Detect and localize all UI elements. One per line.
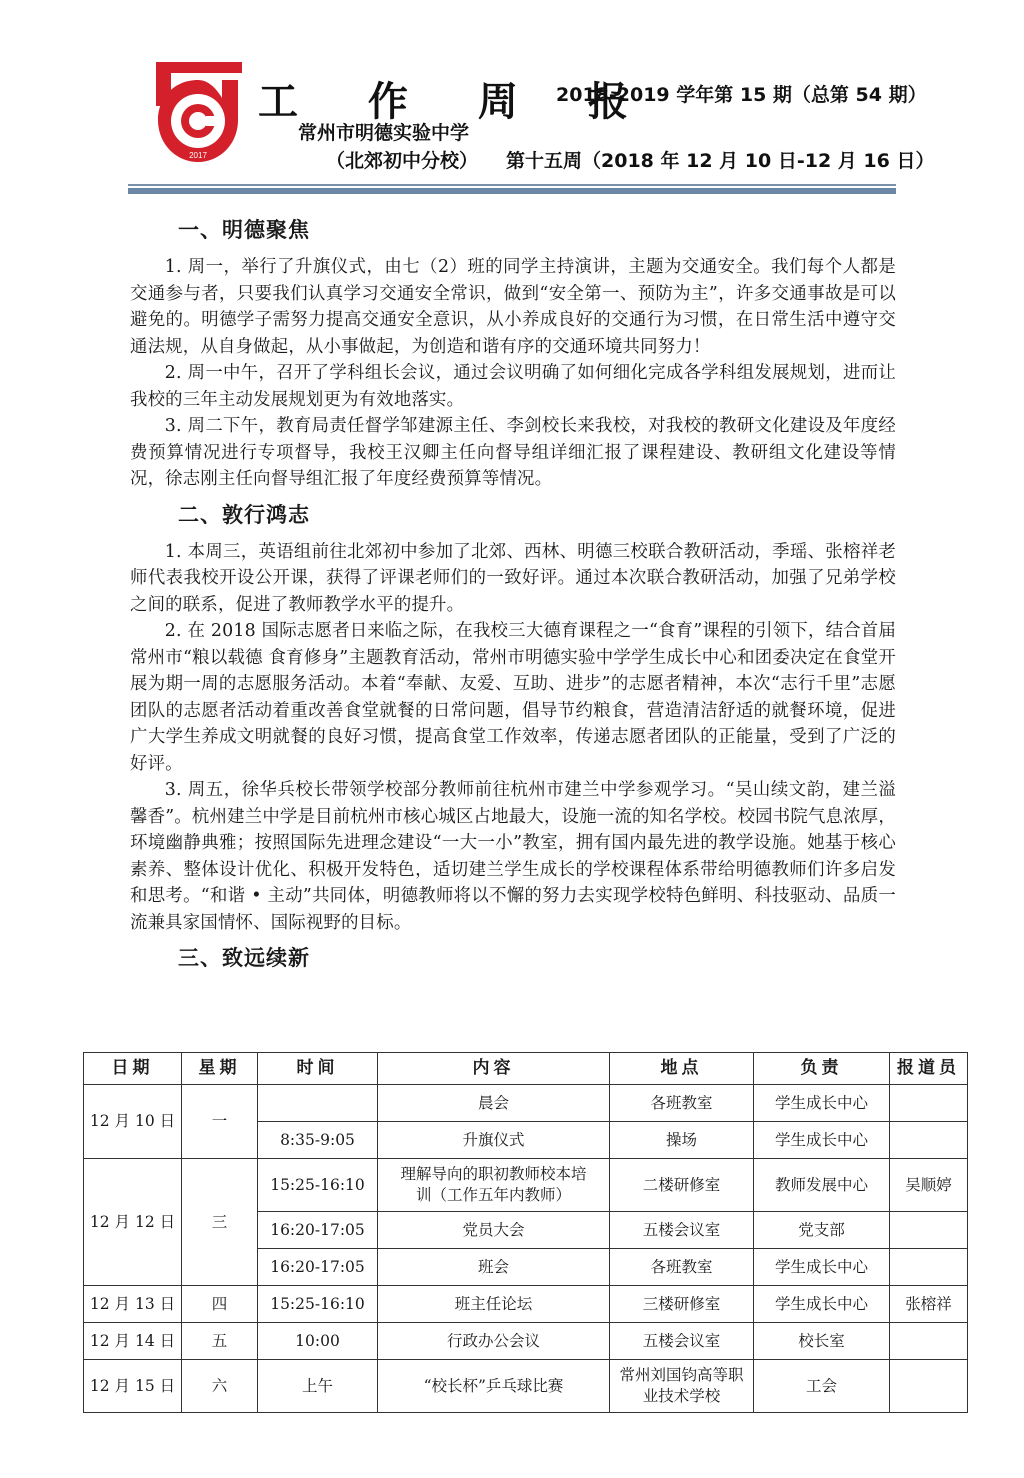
column-header: 负责 [754, 1053, 890, 1085]
table-row [84, 1286, 968, 1323]
paragraph: 2. 在 2018 国际志愿者日来临之际，在我校三大德育课程之一“食育”课程的引领下，结合首届常州市“粮以载德 食育修身”主题教育活动，常州市明德实验中学学生成长中心和团委决定在食堂开展为期一周的志愿服务活动。本着“奉献、友爱、互助、进步”的志愿者精神，本次“志行千里”志愿团队的志愿者活动着重改善食堂就餐的日常问题，倡导节约粮食，营造清洁舒适的就餐环境，促进广大学生养成文明就餐的良好习惯，提高食堂工作效率，传递志愿者团队的正能量，受到了广泛的好评。 [130, 621, 896, 774]
cell-owner: 党支部 [754, 1212, 890, 1249]
cell-reporter [890, 1323, 968, 1360]
cell-place: 常州刘国钧高等职业技术学校 [610, 1360, 754, 1413]
cell-weekday: 五 [182, 1323, 258, 1360]
cell-time [258, 1085, 378, 1122]
cell-place: 操场 [610, 1122, 754, 1159]
cell-weekday: 四 [182, 1286, 258, 1323]
report-title: 工 作 周 报 [258, 79, 656, 125]
column-header: 时间 [258, 1053, 378, 1085]
cell-content: 班主任论坛 [378, 1286, 610, 1323]
cell-place: 五楼会议室 [610, 1323, 754, 1360]
cell-owner: 学生成长中心 [754, 1286, 890, 1323]
section-heading: 二、敦行鸿志 [178, 502, 310, 527]
cell-reporter: 张榕祥 [890, 1286, 968, 1323]
cell-reporter [890, 1085, 968, 1122]
cell-owner: 学生成长中心 [754, 1085, 890, 1122]
cell-reporter [890, 1249, 968, 1286]
cell-date: 12 月 12 日 [84, 1159, 182, 1286]
column-header: 星期 [182, 1053, 258, 1085]
cell-time: 16:20-17:05 [258, 1212, 378, 1249]
section-zhiyuan-xuxin [130, 938, 896, 978]
section-heading: 三、致远续新 [178, 946, 310, 970]
cell-content: 行政办公会议 [378, 1323, 610, 1360]
cell-time: 15:25-16:10 [258, 1159, 378, 1212]
table-header-row [84, 1053, 968, 1085]
cell-place: 三楼研修室 [610, 1286, 754, 1323]
cell-time: 8:35-9:05 [258, 1122, 378, 1159]
cell-reporter [890, 1360, 968, 1413]
cell-owner: 学生成长中心 [754, 1122, 890, 1159]
table-row [84, 1360, 968, 1413]
branch-name: （北郊初中分校） [326, 150, 479, 172]
cell-owner: 校长室 [754, 1323, 890, 1360]
paragraph: 1. 本周三，英语组前往北郊初中参加了北郊、西林、明德三校联合教研活动，季瑶、张榕祥老师代表我校开设公开课，获得了评课老师们的一致好评。通过本次联合教研活动，加强了兄弟学校之间的联系，促进了教师教学水平的提升。 [130, 541, 896, 615]
paragraph: 3. 周五，徐华兵校长带领学校部分教师前往杭州市建兰中学参观学习。“吴山续文韵，建兰溢馨香”。杭州建兰中学是目前杭州市核心城区占地最大，设施一流的知名学校。校园书院气息浓厚，环境幽静典雅；按照国际先进理念建设“一大一小”教室，拥有国内最先进的教学设施。她基于核心素养、整体设计优化、积极开发特色，适切建兰学生成长的学校课程体系带给明德教师们许多启发和思考。“和谐 • 主动”共同体，明德教师将以不懈的努力去实现学校特色鲜明、科技驱动、品质一流兼具家国情怀、国际视野的目标。 [130, 780, 896, 933]
section-dunxing-hongzhi [130, 495, 896, 937]
cell-date: 12 月 13 日 [84, 1286, 182, 1323]
report-body [130, 210, 896, 982]
cell-owner: 教师发展中心 [754, 1159, 890, 1212]
cell-time: 16:20-17:05 [258, 1249, 378, 1286]
header-divider-thin [128, 184, 896, 186]
section-heading: 一、明德聚焦 [178, 218, 310, 242]
column-header: 报道员 [890, 1053, 968, 1085]
issue-number: 2018-2019 学年第 15 期（总第 54 期） [556, 84, 927, 106]
school-name: 常州市明德实验中学 [298, 122, 470, 144]
column-header: 内容 [378, 1053, 610, 1085]
cell-place: 各班教室 [610, 1249, 754, 1286]
cell-place: 二楼研修室 [610, 1159, 754, 1212]
cell-weekday: 六 [182, 1360, 258, 1413]
school-logo-icon [150, 58, 246, 168]
cell-content: 党员大会 [378, 1212, 610, 1249]
cell-date: 12 月 15 日 [84, 1360, 182, 1413]
cell-weekday: 三 [182, 1159, 258, 1286]
cell-time: 上午 [258, 1360, 378, 1413]
cell-weekday: 一 [182, 1085, 258, 1159]
cell-time: 15:25-16:10 [258, 1286, 378, 1323]
schedule-table [83, 1052, 968, 1413]
paragraph: 3. 周二下午，教育局责任督学邹建源主任、李剑校长来我校，对我校的教研文化建设及年度经费预算情况进行专项督导，我校王汉卿主任向督导组详细汇报了课程建设、教研组文化建设等情况，徐志刚主任向督导组汇报了年度经费预算等情况。 [130, 416, 896, 489]
cell-date: 12 月 10 日 [84, 1085, 182, 1159]
section-mingde-focus [130, 210, 896, 493]
table-row [84, 1323, 968, 1360]
paragraph: 1. 周一，举行了升旗仪式，由七（2）班的同学主持演讲，主题为交通安全。我们每个人都是交通参与者，只要我们认真学习交通安全常识，做到“安全第一、预防为主”，许多交通事故是可以避免的。明德学子需努力提高交通安全意识，从小养成良好的交通行为习惯，在日常生活中遵守交通法规，从自身做起，从小事做起，为创造和谐有序的交通环境共同努力！ [130, 257, 896, 357]
cell-content: 升旗仪式 [378, 1122, 610, 1159]
cell-content: 晨会 [378, 1085, 610, 1122]
cell-owner: 学生成长中心 [754, 1249, 890, 1286]
cell-content: “校长杯”乒乓球比赛 [378, 1360, 610, 1413]
cell-time: 10:00 [258, 1323, 378, 1360]
column-header: 日期 [84, 1053, 182, 1085]
paragraph: 2. 周一中午，召开了学科组长会议，通过会议明确了如何细化完成各学科组发展规划，进而让我校的三年主动发展规划更为有效地落实。 [130, 363, 896, 410]
cell-reporter: 吴顺婷 [890, 1159, 968, 1212]
cell-content: 班会 [378, 1249, 610, 1286]
column-header: 地点 [610, 1053, 754, 1085]
week-range: 第十五周（2018 年 12 月 10 日-12 月 16 日） [506, 150, 935, 172]
cell-place: 五楼会议室 [610, 1212, 754, 1249]
cell-date: 12 月 14 日 [84, 1323, 182, 1360]
table-row [84, 1159, 968, 1212]
cell-owner: 工会 [754, 1360, 890, 1413]
cell-content: 理解导向的职初教师校本培训（工作五年内教师） [378, 1159, 610, 1212]
header-divider-thick [128, 188, 896, 194]
cell-place: 各班教室 [610, 1085, 754, 1122]
logo-year: 2017 [189, 151, 207, 160]
table-row [84, 1085, 968, 1122]
cell-reporter [890, 1212, 968, 1249]
cell-reporter [890, 1122, 968, 1159]
